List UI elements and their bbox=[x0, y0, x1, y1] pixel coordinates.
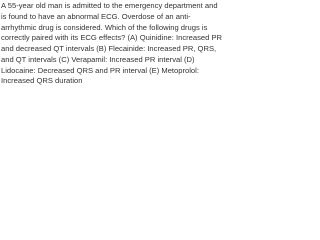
question-text: A 55-year old man is admitted to the emergency department and is found to have an abnormal ECG. Overdose of an anti- arrhythmic drug is considered. Which of the following drugs is correctly paired with its ECG effects? (A) Quinidine: Increased PR and decreased QT intervals (B) Flecainide: Increased PR, QRS, and QT intervals (C) Verapamil: Increased PR interval (D) Lidocaine: Decreased QRS and PR interval (E) Metoprolol: Increased QRS duration bbox=[1, 1, 223, 86]
